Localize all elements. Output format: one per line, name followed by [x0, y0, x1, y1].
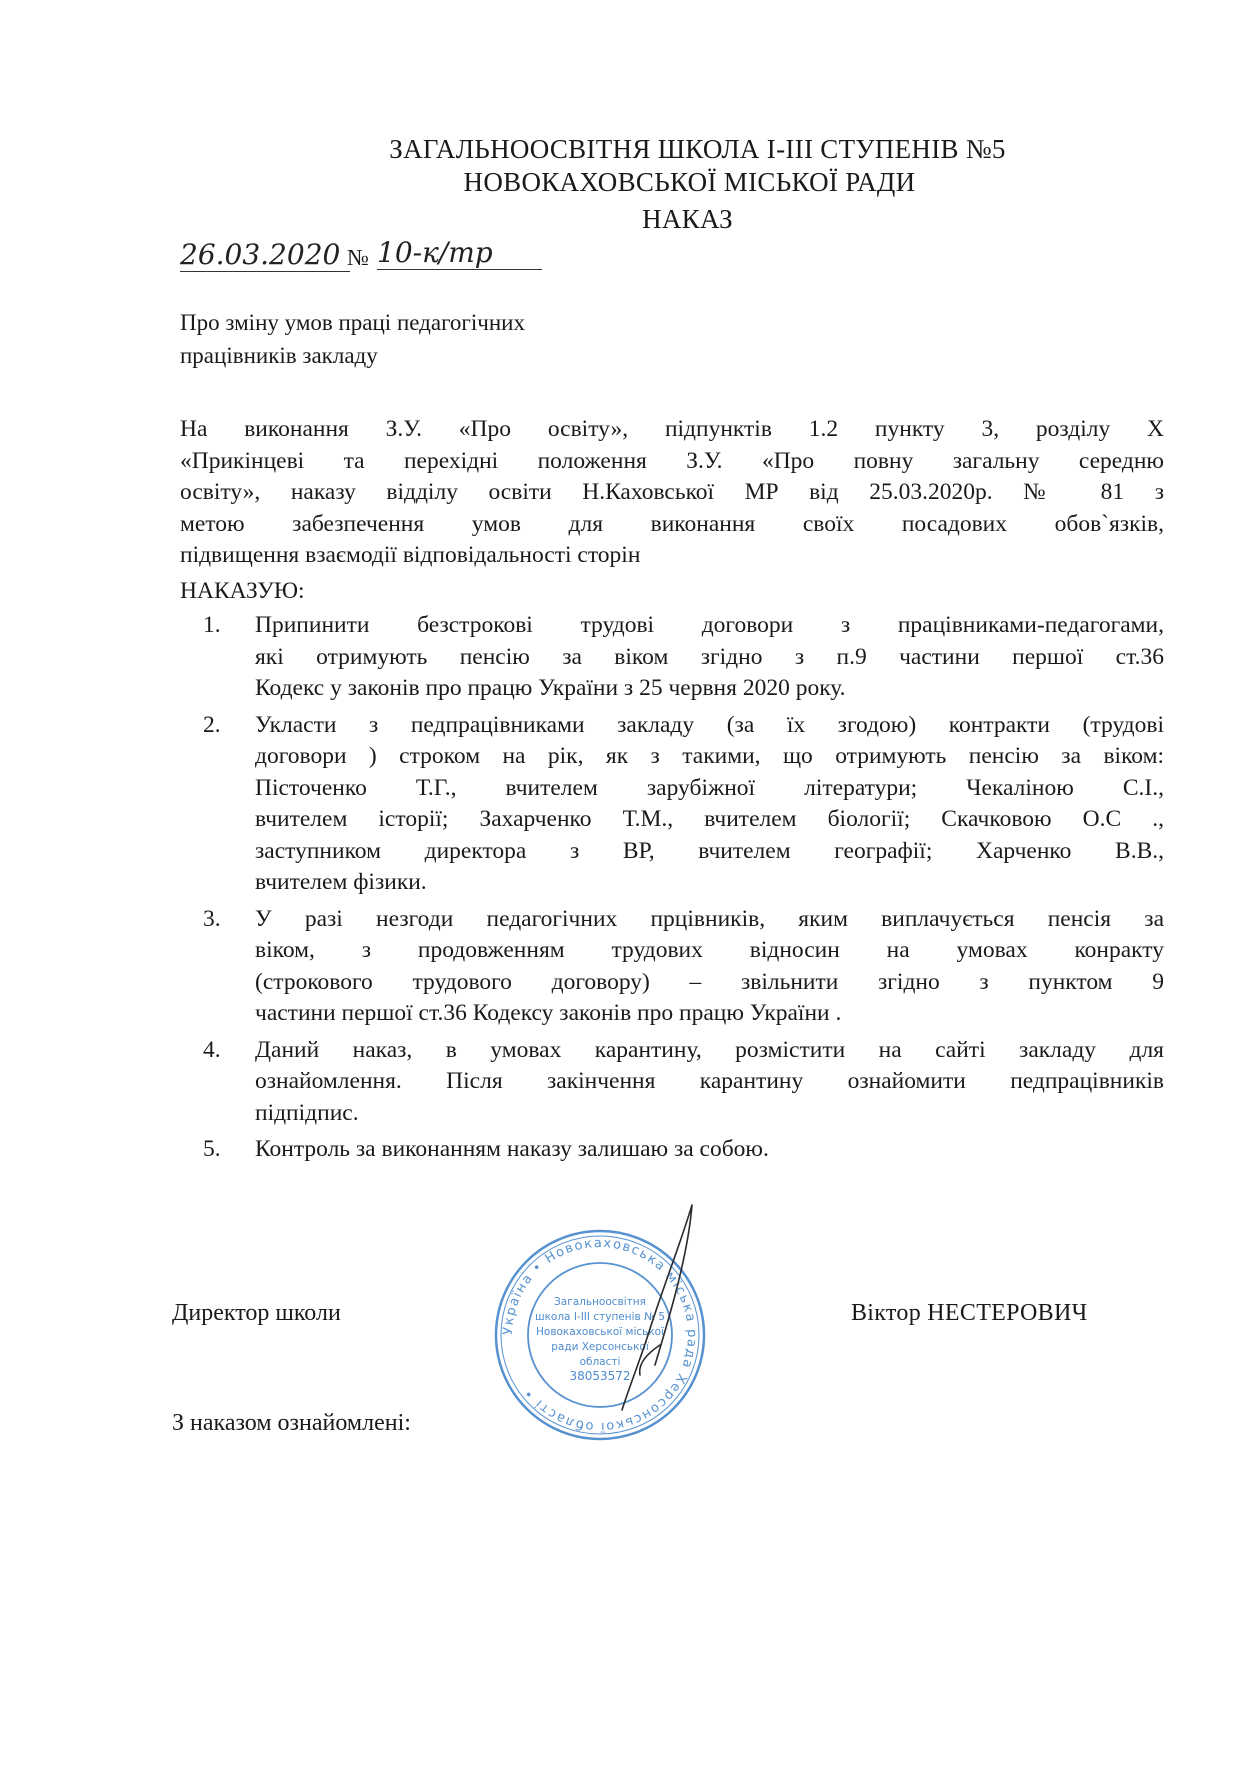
svg-text:школа І-ІІІ ступенів № 5: школа І-ІІІ ступенів № 5	[534, 1311, 666, 1323]
school-name-line2: НОВОКАХОВСЬКОЇ МІСЬКОЇ РАДИ	[463, 167, 916, 197]
item-line: договори ) строком на рік, як з такими, що отримують пенсію за віком:	[255, 743, 1164, 769]
item-line: підпідпис.	[255, 1099, 359, 1126]
order-keyword: НАКАЗУЮ:	[180, 578, 305, 604]
order-item	[203, 610, 1164, 705]
director-name: Віктор НЕСТЕРОВИЧ	[851, 1300, 1088, 1326]
order-item	[203, 1134, 1164, 1166]
handwritten-date: 26.03.2020	[180, 238, 350, 272]
item-number: 4.	[203, 1036, 221, 1063]
item-line: вчителем фізики.	[255, 869, 427, 895]
item-line: Даний наказ, в умовах карантину, розмістити на сайті закладу для	[255, 1036, 1164, 1063]
item-number: 5.	[203, 1136, 221, 1162]
preamble-line: На виконання З.У. «Про освіту», підпунктів 1.2 пункту 3, розділу Х	[180, 416, 1164, 442]
preamble-line: освіту», наказу відділу освіти Н.Каховської МР від 25.03.2020р. № 81 з	[180, 479, 1164, 505]
svg-text:ради Херсонської: ради Херсонської	[551, 1341, 649, 1353]
item-line: Припинити безстрокові трудові договори з працівниками-педагогами,	[255, 612, 1164, 638]
item-line: (строкового трудового договору) – звільнити згідно з пунктом 9	[255, 968, 1164, 995]
acquainted-label: З наказом ознайомлені:	[172, 1410, 411, 1436]
preamble-paragraph	[180, 414, 1164, 572]
item-line: Пісточенко Т.Г., вчителем зарубіжної літератури; Чекаліною С.І.,	[255, 774, 1164, 801]
item-line: Кодекс у законів про працю України з 25 червня 2020 року.	[255, 675, 846, 701]
item-number: 1.	[203, 612, 221, 638]
item-line: ознайомлення. Після закінчення карантину ознайомити педпрацівників	[255, 1068, 1164, 1094]
preamble-line: «Прикінцеві та перехідні положення З.У. «Про повну загальну середню	[180, 447, 1164, 474]
svg-text:Україна • Новокаховська міська: Україна • Новокаховська міська рада Херсонської області •	[500, 1235, 700, 1435]
director-signature	[600, 1195, 710, 1425]
item-line: заступником директора з ВР, вчителем географії; Харченко В.В.,	[255, 837, 1164, 864]
svg-text:області: області	[579, 1356, 621, 1368]
order-item	[203, 710, 1164, 899]
item-number: 3.	[203, 905, 221, 932]
svg-text:Загальноосвітня: Загальноосвітня	[554, 1296, 646, 1308]
item-line: вчителем історії; Захарченко Т.М., вчителем біології; Скачковою О.С .,	[255, 806, 1164, 832]
item-line: Контроль за виконанням наказу залишаю за собою.	[255, 1136, 769, 1162]
director-position: Директор школи	[172, 1300, 341, 1326]
item-line: частини першої ст.36 Кодексу законів про працю України .	[255, 1000, 842, 1026]
order-item	[203, 904, 1164, 1030]
order-items-list	[203, 610, 1164, 1171]
subject-line-1: Про зміну умов праці педагогічних	[180, 310, 525, 335]
number-sign: №	[347, 245, 369, 270]
document-title: НАКАЗ	[642, 204, 733, 234]
handwritten-order-number: 10-к/тр	[377, 236, 542, 270]
subject-line-2: працівників закладу	[180, 343, 378, 368]
svg-text:Новокаховської міської: Новокаховської міської	[536, 1326, 664, 1338]
item-number: 2.	[203, 711, 221, 738]
svg-text:38053572: 38053572	[569, 1369, 631, 1383]
preamble-line: підвищення взаємодії відповідальності сторін	[180, 542, 641, 568]
item-line: У разі незгоди педагогічних прцівників, яким виплачується пенсія за	[255, 905, 1164, 932]
item-line: Укласти з педпрацівниками закладу (за їх згодою) контракти (трудові	[255, 711, 1164, 738]
preamble-line: метою забезпечення умов для виконання своїх посадових обов`язків,	[180, 510, 1164, 537]
item-line: які отримують пенсію за віком згідно з п.9 частини першої ст.36	[255, 643, 1164, 670]
item-line: віком, з продовженням трудових відносин на умовах конракту	[255, 937, 1164, 963]
order-item	[203, 1035, 1164, 1130]
school-name-line1: ЗАГАЛЬНООСВІТНЯ ШКОЛА І-ІІІ СТУПЕНІВ №5	[389, 134, 1006, 164]
